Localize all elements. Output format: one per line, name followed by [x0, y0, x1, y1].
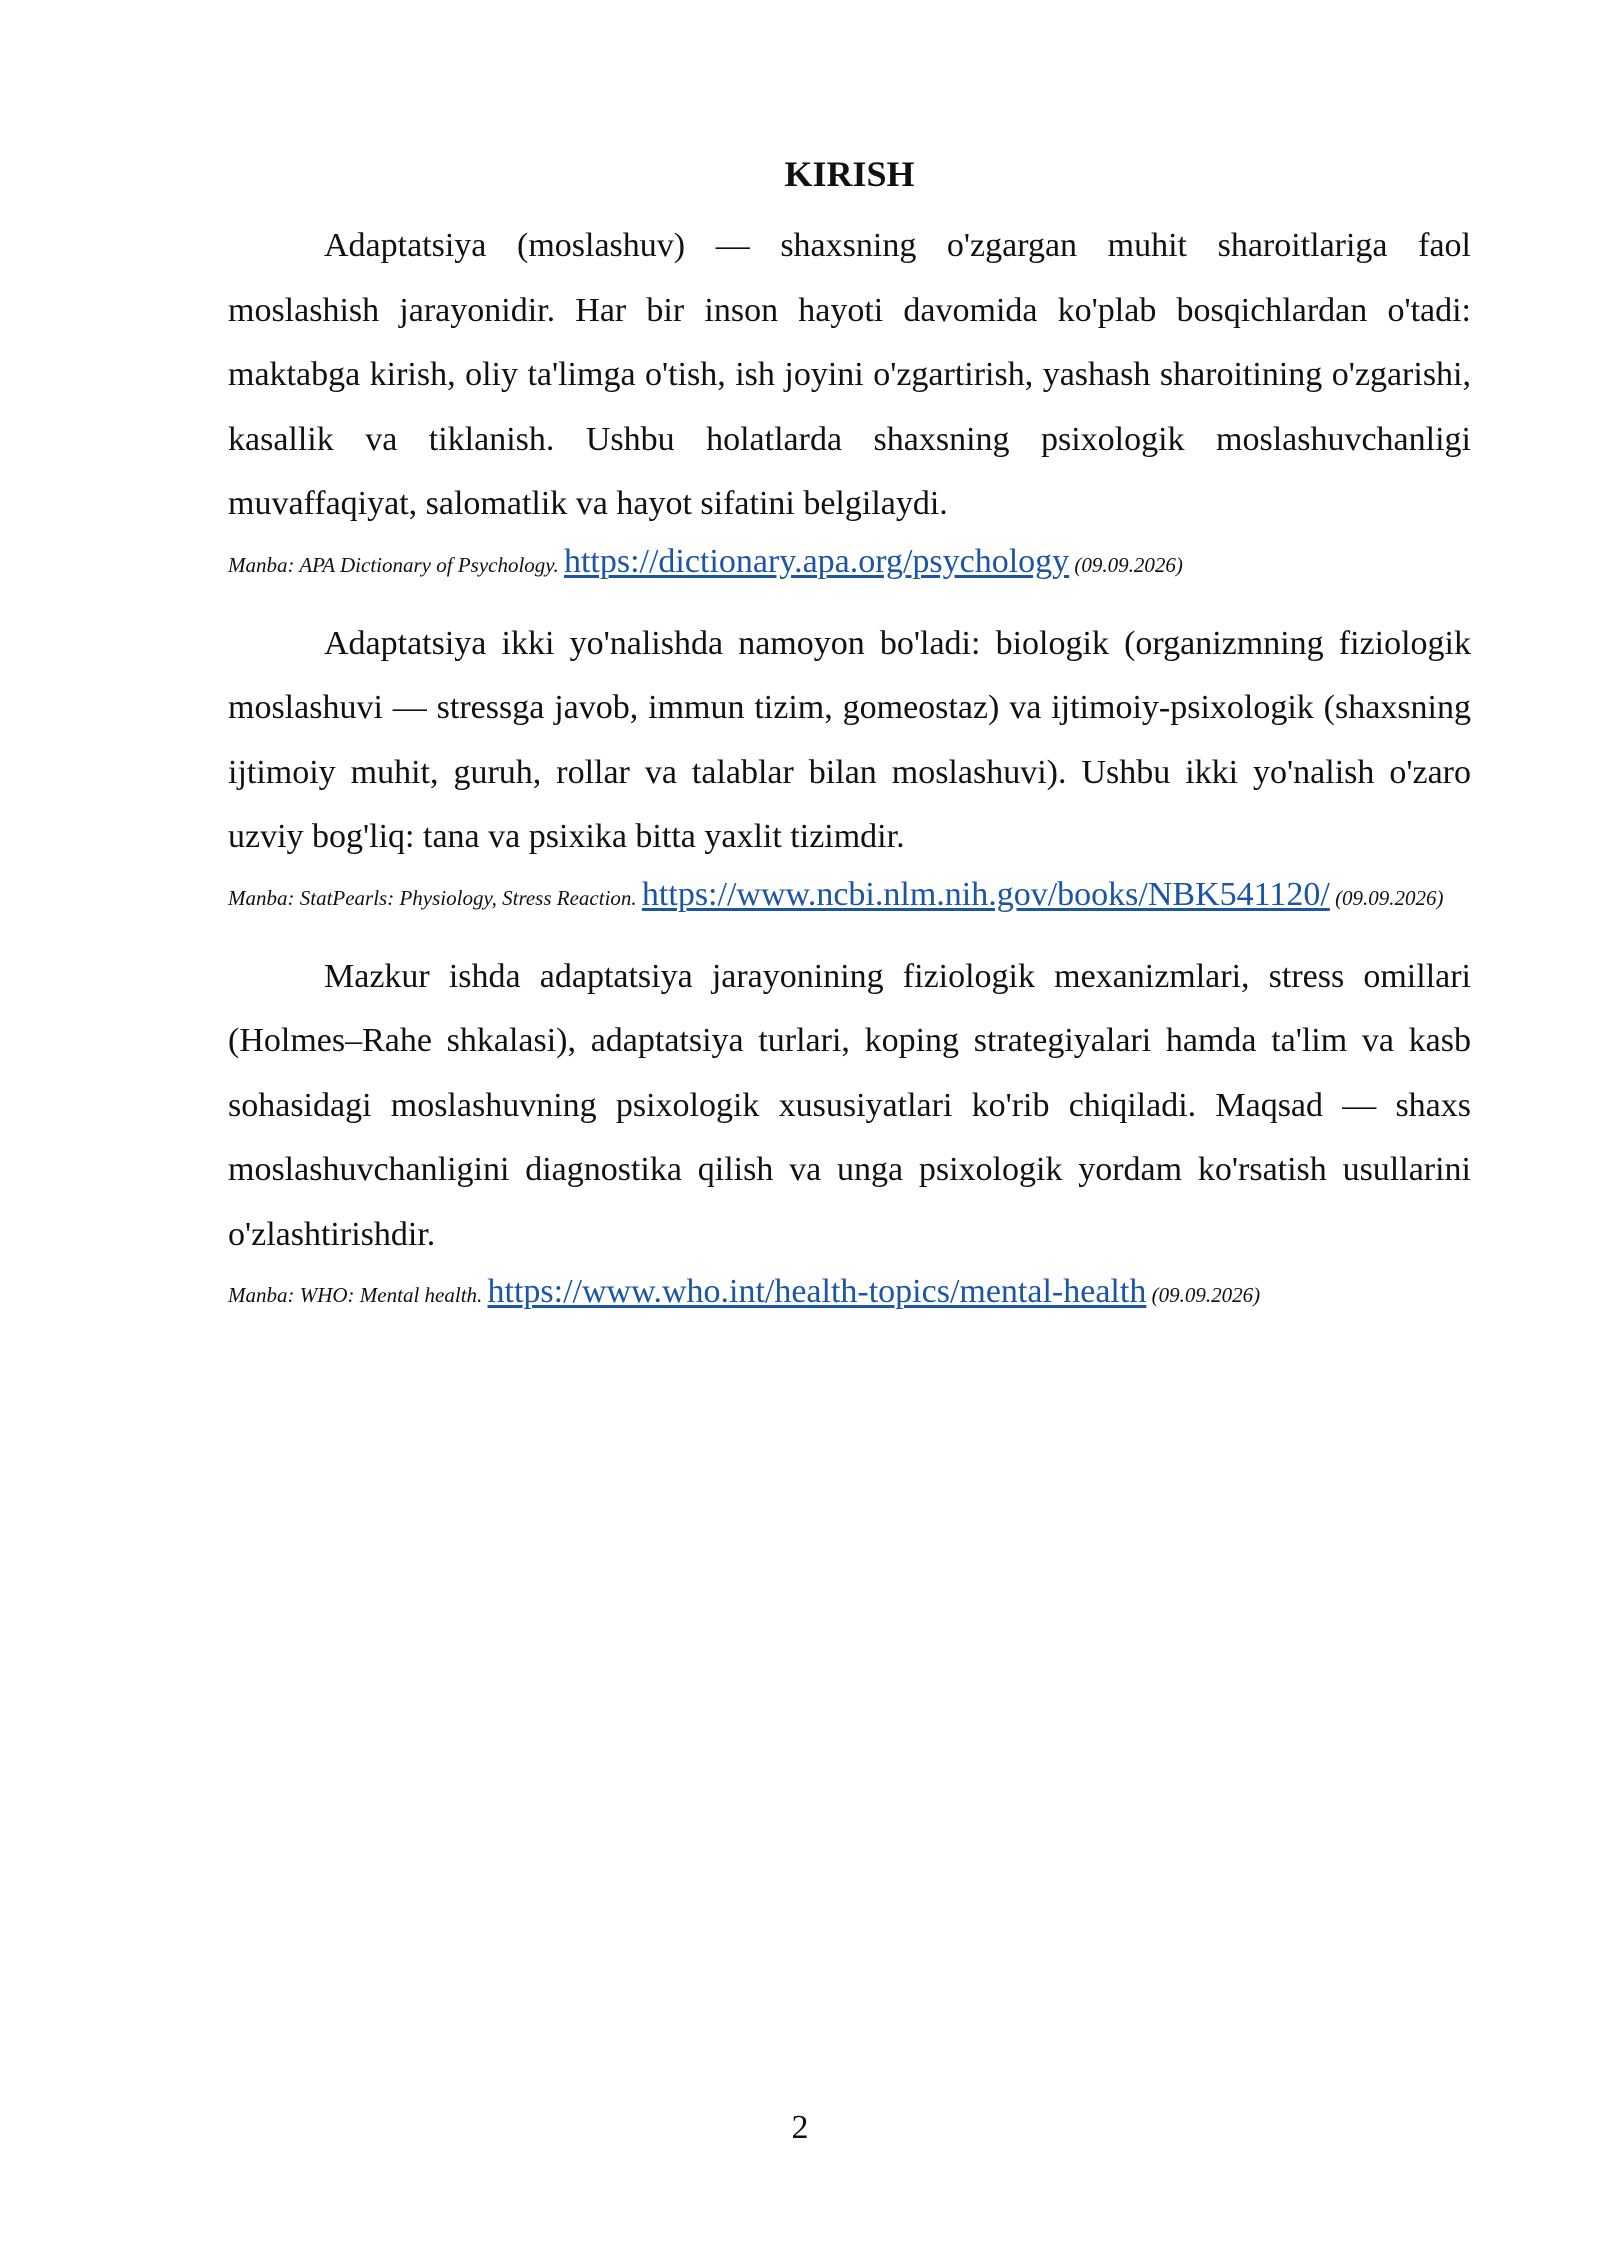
- page-content: [228, 148, 1471, 1342]
- source-label: Manba: APA Dictionary of Psychology.: [228, 552, 559, 577]
- source-label: Manba: StatPearls: Physiology, Stress Reaction.: [228, 885, 637, 910]
- source-citation-2: [228, 875, 1471, 913]
- source-citation-3: [228, 1273, 1471, 1310]
- source-date: (09.09.2026): [1074, 552, 1183, 577]
- page-number: 2: [791, 2109, 809, 2146]
- source-citation-1: [228, 542, 1471, 580]
- source-date: (09.09.2026): [1335, 885, 1444, 910]
- page-title: KIRISH: [784, 154, 915, 194]
- source-link[interactable]: https://www.ncbi.nlm.nih.gov/books/NBK541120/: [641, 875, 1330, 913]
- source-link[interactable]: https://dictionary.apa.org/psychology: [563, 542, 1070, 580]
- paragraph-2: Adaptatsiya ikki yo'nalishda namoyon bo'ladi: biologik (organizmning fiziologik moslashuvi — stressga javob, immun tizim, gomeostaz) va ijtimoiy-psixologik (shaxsning ijtimoiy muhit, guruh, rollar va talablar bilan moslashuvi). Ushbu ikki yo'nalish o'zaro uzviy bog'liq: tana va psixika bitta yaxlit tizimdir.: [228, 624, 1471, 855]
- source-date: (09.09.2026): [1151, 1283, 1261, 1307]
- source-link[interactable]: https://www.who.int/health-topics/mental-health: [487, 1273, 1147, 1310]
- source-label: Manba: WHO: Mental health.: [228, 1283, 483, 1307]
- paragraph-3: Mazkur ishda adaptatsiya jarayonining fiziologik mexanizmlari, stress omillari (Holmes–Rahe shkalasi), adaptatsiya turlari, koping strategiyalari hamda ta'lim va kasb sohasidagi moslashuvning psixologik xususiyatlari ko'rib chiqiladi. Maqsad — shaxs moslashuvchanligini diagnostika qilish va unga psixologik yordam ko'rsatish usullarini o'zlashtirishdir.: [228, 957, 1471, 1253]
- paragraph-1: Adaptatsiya (moslashuv) — shaxsning o'zgargan muhit sharoitlariga faol moslashish jarayonidir. Har bir inson hayoti davomida ko'plab bosqichlardan o'tadi: maktabga kirish, oliy ta'limga o'tish, ish joyini o'zgartirish, yashash sharoitining o'zgarishi, kasallik va tiklanish. Ushbu holatlarda shaxsning psixologik moslashuvchanligi muvaffaqiyat, salomatlik va hayot sifatini belgilaydi.: [228, 227, 1471, 522]
